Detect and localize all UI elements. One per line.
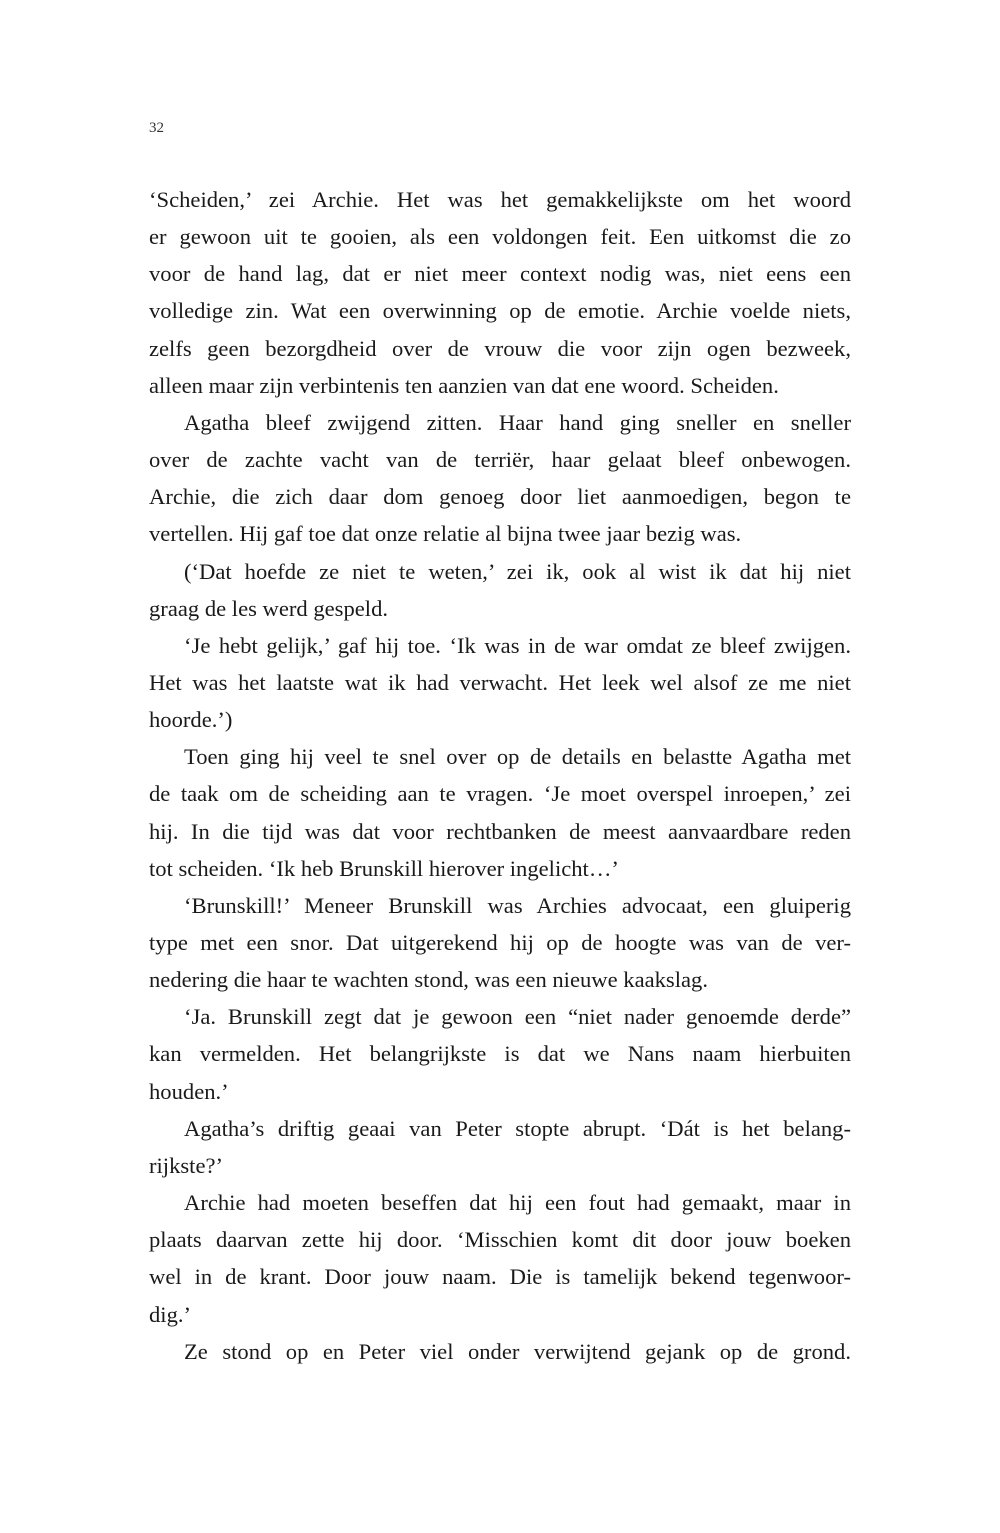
text-line: Ze stond op en Peter viel onder verwijtend gejank op de grond. — [184, 1338, 851, 1364]
text-line: dig.’ — [149, 1301, 192, 1327]
text-line: houden.’ — [149, 1078, 229, 1104]
text-line: ‘Je hebt gelijk,’ gaf hij toe. ‘Ik was in de war omdat ze bleef zwijgen. — [184, 632, 851, 658]
text-line: (‘Dat hoefde ze niet te weten,’ zei ik, ook al wist ik dat hij niet — [184, 558, 851, 584]
text-line: kan vermelden. Het belangrijkste is dat we Nans naam hierbuiten — [149, 1041, 851, 1067]
page-number: 32 — [149, 120, 164, 136]
text-line: hij. In die tijd was dat voor rechtbanken de meest aanvaardbare reden — [149, 818, 851, 844]
text-line: type met een snor. Dat uitgerekend hij op de hoogte was van de ver- — [149, 930, 851, 955]
text-line: rijkste?’ — [149, 1152, 224, 1178]
text-line: Toen ging hij veel te snel over op de details en belastte Agatha met — [184, 744, 851, 770]
text-line: Archie, die zich daar dom genoeg door liet aanmoedigen, begon te — [149, 484, 851, 510]
text-line: nedering die haar te wachten stond, was een nieuwe kaakslag. — [149, 967, 708, 993]
text-line: er gewoon uit te gooien, als een voldongen feit. Een uitkomst die zo — [149, 224, 851, 250]
text-line: graag de les werd gespeld. — [149, 595, 389, 621]
text-line: de taak om de scheiding aan te vragen. ‘Je moet overspel inroepen,’ zei — [149, 781, 851, 807]
text-line: Agatha bleef zwijgend zitten. Haar hand ging sneller en sneller — [184, 409, 851, 435]
text-line: ‘Scheiden,’ zei Archie. Het was het gemakkelijkste om het woord — [149, 187, 851, 212]
text-line: ‘Brunskill!’ Meneer Brunskill was Archies advocaat, een gluiperig — [184, 892, 851, 918]
text-line: hoorde.’) — [149, 707, 233, 733]
text-line: plaats daarvan zette hij door. ‘Misschien komt dit door jouw boeken — [149, 1227, 851, 1253]
text-line: over de zachte vacht van de terriër, haar gelaat bleef onbewogen. — [149, 447, 851, 473]
text-line: vertellen. Hij gaf toe dat onze relatie al bijna twee jaar bezig was. — [149, 521, 742, 547]
text-line: tot scheiden. ‘Ik heb Brunskill hierover ingelicht…’ — [149, 855, 619, 881]
text-line: ‘Ja. Brunskill zegt dat je gewoon een “niet nader genoemde derde” — [184, 1004, 851, 1030]
text-line: zelfs geen bezorgdheid over de vrouw die voor zijn ogen bezweek, — [149, 335, 851, 361]
text-line: voor de hand lag, dat er niet meer context nodig was, niet eens een — [149, 261, 851, 287]
text-line: Archie had moeten beseffen dat hij een fout had gemaakt, maar in — [184, 1190, 851, 1216]
text-line: alleen maar zijn verbintenis ten aanzien van dat ene woord. Scheiden. — [149, 372, 779, 398]
text-line: wel in de krant. Door jouw naam. Die is tamelijk bekend tegenwoor- — [149, 1264, 851, 1290]
text-line: Agatha’s driftig geaai van Peter stopte abrupt. ‘Dát is het belang- — [184, 1115, 851, 1141]
text-line: Het was het laatste wat ik had verwacht. Het leek wel alsof ze me niet — [149, 669, 851, 695]
text-line: volledige zin. Wat een overwinning op de emotie. Archie voelde niets, — [149, 298, 851, 324]
